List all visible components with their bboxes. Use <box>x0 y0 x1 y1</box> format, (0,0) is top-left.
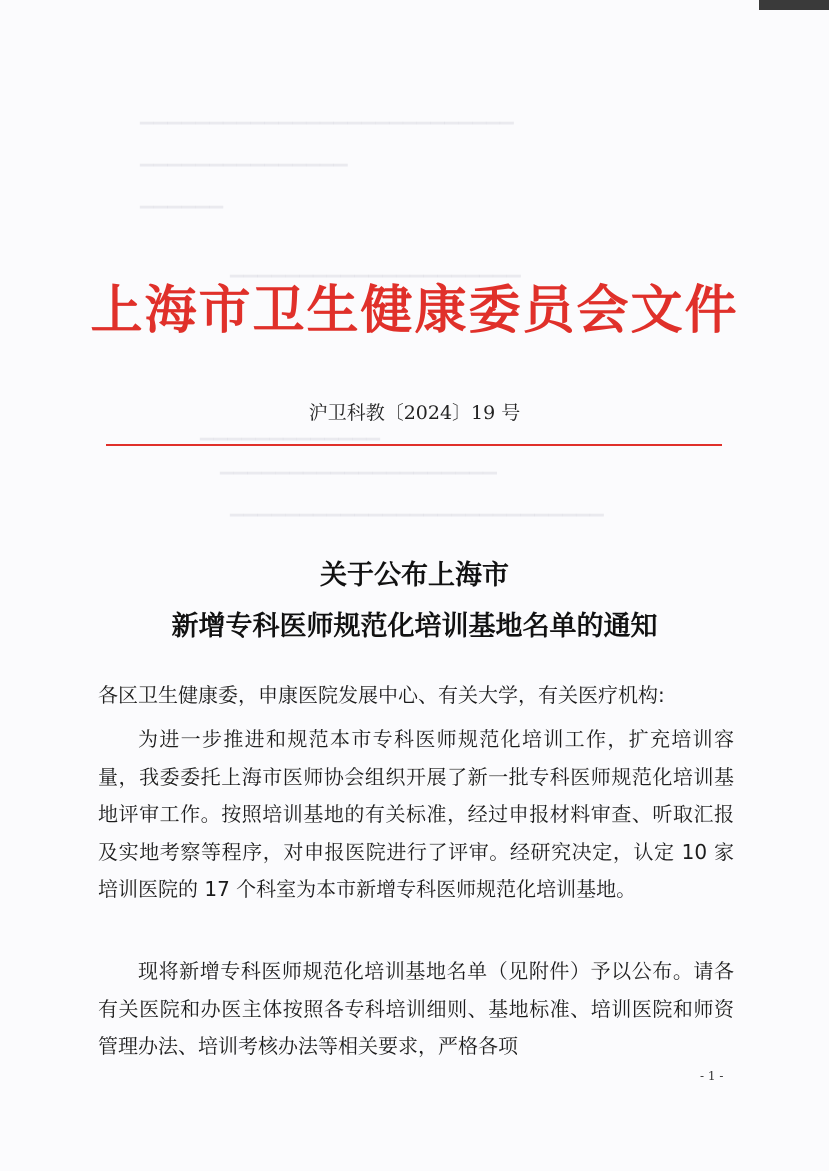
addressee-line: 各区卫生健康委，申康医院发展中心、有关大学，有关医疗机构: <box>98 683 665 707</box>
show-through-text: ▁▁▁▁▁▁▁▁▁▁▁▁▁▁▁▁▁▁▁▁▁ <box>230 257 521 278</box>
red-header-title: 上海市卫生健康委员会文件 <box>90 280 739 341</box>
page-number: - 1 - <box>700 1069 724 1083</box>
body-paragraph-1: 为进一步推进和规范本市专科医师规范化培训工作，扩充培训容量，我委委托上海市医师协会组织开展了新一批专科医师规范化培训基地评审工作。按照培训基地的有关标准，经过申报材料审查、听取汇报及实地考察等程序，对申报医院进行了评审。经研究决定，认定 10 家培训医院的 17 个科室为本市新增专科医师规范化培训基地。 <box>98 727 734 901</box>
show-through-text: ▁▁▁▁▁▁▁▁▁▁▁▁▁▁▁▁▁▁▁▁▁▁▁▁▁▁▁ <box>140 104 514 125</box>
show-through-text: ▁▁▁▁▁▁▁▁▁▁▁▁▁▁▁▁▁▁▁▁ <box>220 454 497 475</box>
show-through-text: ▁▁▁▁▁▁ <box>140 188 224 209</box>
notice-title-line-1: 关于公布上海市 <box>320 560 509 591</box>
show-through-text: ▁▁▁▁▁▁▁▁▁▁▁▁▁ <box>200 420 380 441</box>
document-number: 沪卫科教〔2024〕19 号 <box>308 402 521 424</box>
body-paragraph-2: 现将新增专科医师规范化培训基地名单（见附件）予以公布。请各有关医院和办医主体按照各专科培训细则、基地标准、培训医院和师资管理办法、培训考核办法等相关要求，严格各项 <box>98 959 734 1058</box>
red-divider-line <box>106 444 722 446</box>
show-through-text: ▁▁▁▁▁▁▁▁▁▁▁▁▁▁▁▁▁▁▁▁▁▁▁▁▁▁▁ <box>230 496 604 517</box>
scan-edge-mark <box>759 0 829 10</box>
notice-title-line-2: 新增专科医师规范化培训基地名单的通知 <box>171 611 658 642</box>
show-through-text: ▁▁▁▁▁▁▁▁▁▁▁▁▁▁▁ <box>140 146 348 167</box>
